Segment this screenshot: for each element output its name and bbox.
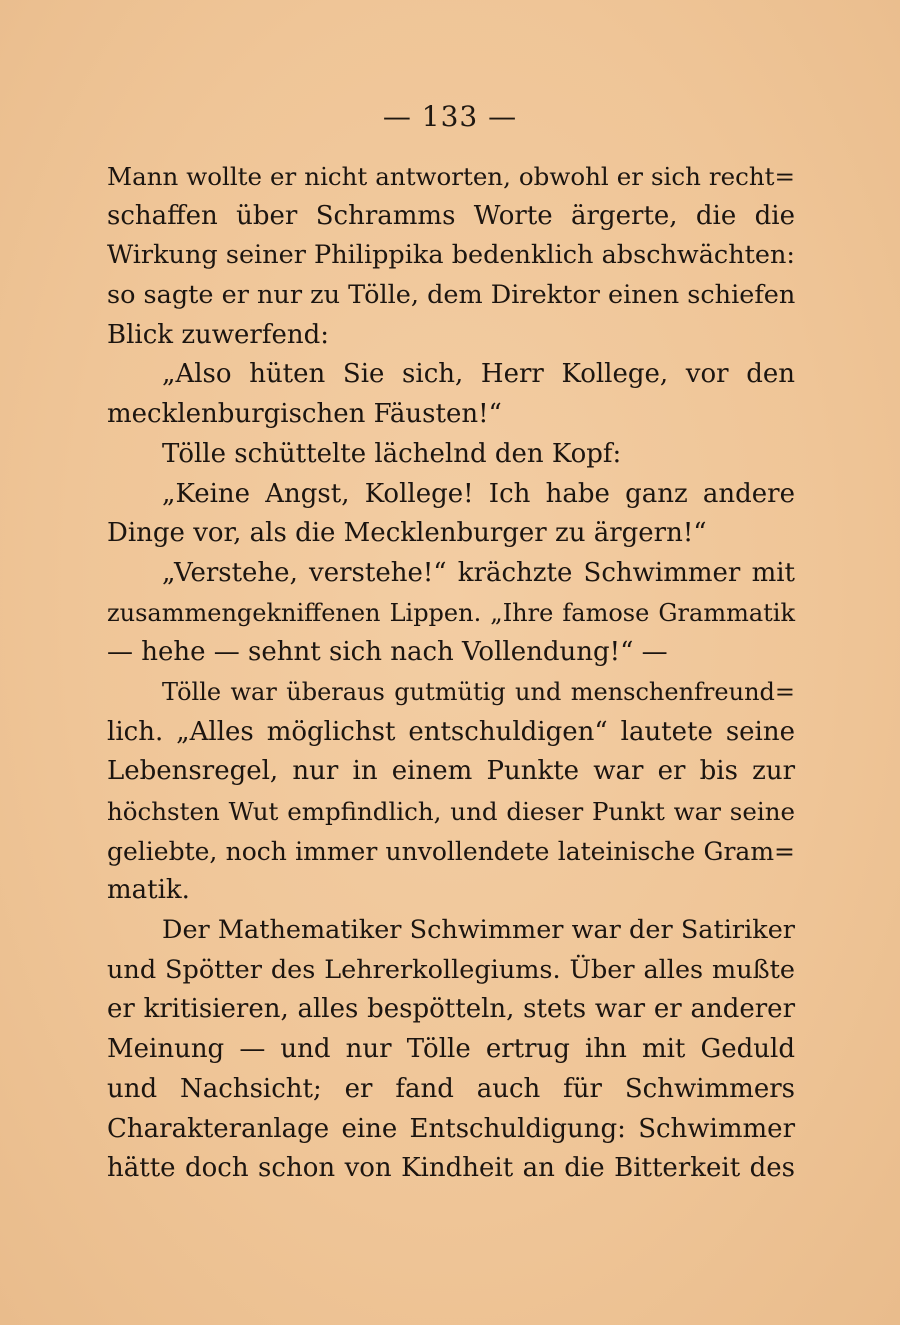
text-line: Tölle war überaus gutmütig und menschenfreund= — [162, 677, 795, 706]
text-line: Tölle schüttelte lächelnd den Kopf: — [162, 438, 622, 469]
text-line: und Nachsicht; er fand auch für Schwimmers — [107, 1073, 795, 1104]
text-line: Charakteranlage eine Entschuldigung: Schwimmer — [107, 1113, 795, 1144]
text-line: hätte doch schon von Kindheit an die Bitterkeit des — [107, 1153, 795, 1184]
text-line: Blick zuwerfend: — [107, 319, 329, 350]
text-line: Meinung — und nur Tölle ertrug ihn mit Geduld — [107, 1034, 795, 1065]
text-line: lich. „Alles möglichst entschuldigen“ lautete seine — [107, 716, 795, 747]
text-line: er kritisieren, alles bespötteln, stets war er anderer — [107, 994, 795, 1025]
text-line: und Spötter des Lehrerkollegiums. Über alles mußte — [107, 954, 795, 985]
text-line: Lebensregel, nur in einem Punkte war er bis zur — [107, 756, 795, 787]
text-line: so sagte er nur zu Tölle, dem Direktor einen schiefen — [107, 280, 796, 311]
page-number-header: — 133 — — [382, 100, 518, 133]
text-line: zusammengekniffenen Lippen. „Ihre famose Grammatik — [107, 598, 795, 627]
text-line: geliebte, noch immer unvollendete lateinische Gram= — [107, 836, 795, 866]
text-line: matik. — [107, 875, 190, 906]
text-line: Der Mathematiker Schwimmer war der Satiriker — [162, 915, 795, 946]
text-line: höchsten Wut empfindlich, und dieser Punkt war seine — [107, 797, 795, 826]
text-line: „Keine Angst, Kollege! Ich habe ganz andere — [162, 478, 795, 509]
text-line: Mann wollte er nicht antworten, obwohl er sich recht= — [107, 162, 795, 191]
text-line: „Verstehe, verstehe!“ krächzte Schwimmer mit — [162, 557, 795, 588]
text-line: Dinge vor, als die Mecklenburger zu ärgern!“ — [107, 518, 707, 549]
text-line: schaffen über Schramms Worte ärgerte, die die — [107, 200, 795, 231]
text-line: — hehe — sehnt sich nach Vollendung!“ — — [107, 637, 668, 668]
text-line: Wirkung seiner Philippika bedenklich abschwächten: — [107, 240, 795, 271]
text-line: „Also hüten Sie sich, Herr Kollege, vor den — [162, 359, 795, 390]
page-body-text — [107, 157, 795, 1189]
text-line: mecklenburgischen Fäusten!“ — [107, 399, 502, 430]
